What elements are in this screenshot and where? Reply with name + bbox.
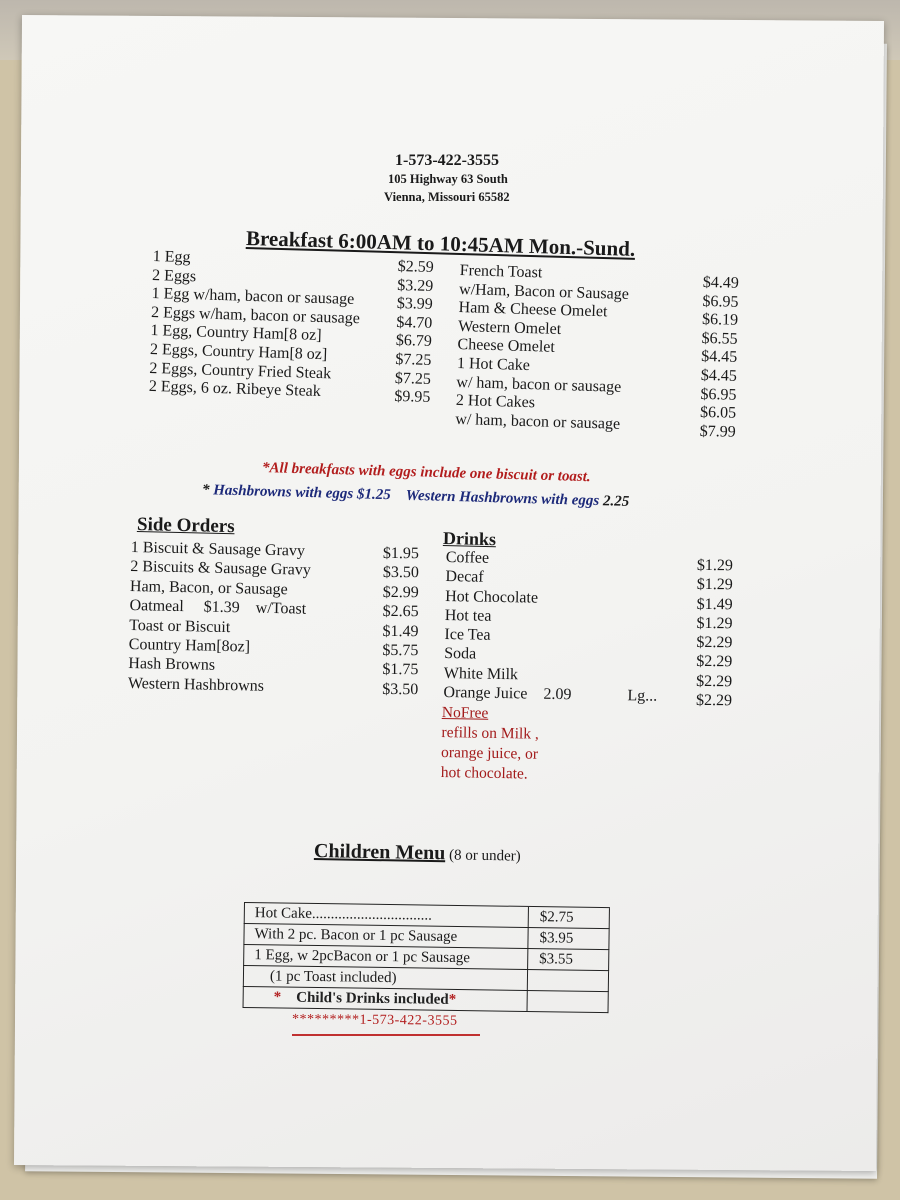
table-cell-item: (1 pc Toast included)	[243, 966, 528, 991]
menu-item-name: French Toast	[459, 262, 543, 282]
table-cell-price: $3.55	[528, 949, 609, 971]
menu-item-price: $7.25	[395, 350, 432, 369]
overprint-text: *********1-573-422-3555	[291, 1012, 458, 1029]
table-cell-price: $3.95	[528, 928, 609, 950]
biscuit-note: *All breakfasts with eggs include one biscuit or toast.	[261, 460, 591, 486]
menu-item-price: $1.29	[696, 576, 733, 594]
menu-item-price: $2.29	[696, 634, 733, 652]
menu-item-name: 2 Eggs, 6 oz. Ribeye Steak	[148, 378, 322, 401]
menu-item-price: $2.99	[382, 583, 419, 601]
menu-item-name: Orange Juice	[443, 684, 528, 703]
refill-note-text: refills on Milk , orange juice, or hot chocolate.	[440, 723, 539, 783]
menu-item-price: $6.55	[701, 329, 738, 348]
menu-item-name: w/ ham, bacon or sausage	[456, 373, 622, 396]
menu-item-name: 2 Eggs, Country Ham[8 oz]	[149, 340, 328, 364]
menu-item-price: $2.65	[382, 603, 419, 621]
menu-item-price: $5.75	[382, 641, 419, 660]
address-line-1: 105 Highway 63 South	[388, 172, 508, 186]
table-cell-price: $2.75	[529, 907, 610, 929]
menu-item-price: $4.49	[702, 274, 739, 292]
menu-item-price: $1.29	[696, 557, 733, 575]
menu-item-name: 2 Eggs w/ham, bacon or sausage	[150, 303, 361, 327]
refill-note	[441, 703, 562, 785]
menu-item-price: $2.29	[695, 692, 733, 710]
menu-item-price: $2.59	[397, 258, 434, 276]
breakfast-right-items	[455, 262, 630, 434]
menu-item-price: $6.05	[699, 404, 737, 422]
children-menu-title: Children Menu	[313, 840, 446, 865]
address-line-2: Vienna, Missouri 65582	[384, 190, 510, 204]
table-cell-item: With 2 pc. Bacon or 1 pc Sausage	[243, 924, 528, 949]
drinks-heading: Drinks	[442, 528, 497, 550]
menu-item-name: Western Omelet	[457, 317, 562, 338]
table-cell-item: 1 Egg, w 2pcBacon or 1 pc Sausage	[243, 945, 528, 970]
menu-item-name: Country Ham[8oz]	[128, 635, 251, 656]
menu-item-price: $1.29	[696, 614, 733, 633]
menu-item-name: 1 Egg	[152, 248, 191, 267]
menu-item-name: Toast or Biscuit	[128, 616, 231, 636]
menu-item-name: 2 Eggs	[151, 266, 197, 285]
menu-item-name: 1 Biscuit & Sausage Gravy	[130, 538, 306, 560]
menu-item-price: $2.29	[696, 672, 733, 691]
menu-item-price: $3.29	[397, 276, 434, 295]
menu-item-name: Cheese Omelet	[457, 336, 556, 357]
menu-item-name: w/ ham, bacon or sausage	[455, 410, 621, 433]
menu-item-name: Western Hashbrowns	[127, 674, 265, 695]
star-right: *	[448, 991, 457, 1008]
menu-item-price: $1.49	[696, 595, 733, 613]
hashbrowns-part2: Western Hashbrowns with eggs	[405, 487, 600, 510]
menu-item-price: $1.49	[382, 622, 419, 640]
hashbrowns-price: 2.25	[598, 493, 630, 510]
refill-note-underlined: NoFree	[441, 703, 489, 722]
menu-item-price: $4.45	[701, 348, 738, 367]
menu-item-price: $4.45	[700, 366, 738, 385]
menu-item-name: Hot Chocolate	[445, 587, 539, 607]
menu-item-price: $3.50	[382, 680, 419, 698]
menu-item-name: 1 Hot Cake	[456, 354, 531, 375]
hashbrowns-part1: Hashbrowns with eggs $1.25	[213, 482, 391, 504]
menu-item-name: 1 Egg w/ham, bacon or sausage	[151, 285, 355, 309]
menu-item-name: Hot tea	[444, 606, 492, 625]
oj-large-label: Lg...	[627, 687, 658, 705]
menu-item-name: Oatmeal	[129, 597, 184, 616]
menu-item-price: $7.99	[699, 422, 736, 441]
breakfast-left-items	[149, 248, 362, 403]
menu-item-name: Ice Tea	[444, 626, 491, 644]
breakfast-heading: Breakfast 6:00AM to 10:45AM Mon.-Sund.	[245, 226, 636, 261]
hashbrowns-star: *	[201, 482, 214, 499]
children-menu-age: (8 or under)	[445, 847, 521, 865]
menu-item-name: Hash Browns	[128, 655, 216, 675]
menu-item-name: 2 Hot Cakes	[455, 392, 536, 412]
menu-item-price: $7.25	[394, 369, 432, 388]
menu-item-price: $1.75	[382, 661, 419, 679]
menu-item-name: 1 Egg, Country Ham[8 oz]	[150, 322, 322, 345]
table-cell-price	[527, 991, 608, 1013]
menu-item-price: $6.95	[700, 385, 737, 404]
menu-item-name: w/Ham, Bacon or Sausage	[458, 280, 630, 303]
child-drinks-text: Child's Drinks included	[296, 989, 449, 1008]
menu-item-name: Decaf	[445, 568, 484, 586]
menu-item-name: White Milk	[443, 664, 519, 684]
menu-item-price: $1.95	[382, 545, 419, 563]
side-orders-items	[128, 538, 312, 697]
menu-item-name: Ham, Bacon, or Sausage	[129, 577, 288, 599]
drinks-prices	[696, 556, 733, 711]
menu-item-name: Coffee	[445, 548, 490, 567]
menu-item-name: Soda	[444, 645, 477, 664]
children-menu-table	[242, 902, 610, 1017]
side-orders-prices	[382, 544, 419, 699]
oatmeal-extra: $1.39 w/Toast	[203, 598, 307, 618]
menu-item-price: $3.99	[396, 295, 434, 314]
breakfast-left-prices	[394, 258, 434, 408]
menu-item-name: 2 Biscuits & Sausage Gravy	[130, 558, 311, 580]
menu-item-price: $6.79	[395, 332, 433, 351]
menu-item-price: $6.19	[701, 311, 739, 329]
menu-item-price: $4.70	[396, 313, 433, 332]
side-orders-heading: Side Orders	[136, 514, 235, 538]
drinks-items	[443, 548, 659, 706]
breakfast-right-prices	[699, 274, 738, 442]
star-left: *	[273, 989, 282, 1006]
menu-item-price: $2.29	[696, 653, 733, 671]
menu-item-name: 2 Eggs, Country Fried Steak	[149, 359, 332, 382]
phone-number: 1-573-422-3555	[395, 152, 499, 169]
menu-item-price: $9.95	[394, 388, 431, 407]
table-cell-item: Hot Cake................................	[244, 903, 529, 928]
table-cell-price	[528, 970, 609, 992]
overprint-underline	[292, 1034, 480, 1036]
children-menu-heading	[314, 840, 521, 867]
oj-small-price: 2.09	[543, 685, 572, 704]
menu-item-name: Ham & Cheese Omelet	[458, 299, 608, 321]
menu-item-price: $6.95	[702, 292, 739, 311]
menu-item-price: $3.50	[382, 564, 419, 582]
